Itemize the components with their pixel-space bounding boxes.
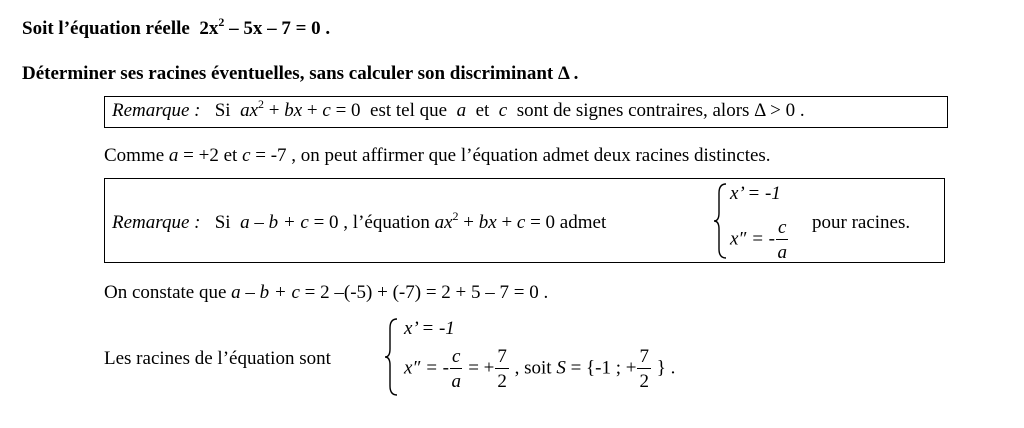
fraction-c-over-a xyxy=(776,218,788,262)
constate-prefix: On constate que xyxy=(104,282,232,303)
eq-end: = 0 xyxy=(330,100,361,121)
root-2 xyxy=(730,218,789,262)
remark-et: et xyxy=(475,100,490,121)
eq-admet: = 0 admet xyxy=(525,212,607,233)
denominator: a xyxy=(777,242,787,263)
eq-plus: + xyxy=(268,100,285,121)
root-1 xyxy=(404,318,455,340)
equation-rest: – 5x – 7 = 0 . xyxy=(224,18,331,39)
eq-plus: + xyxy=(458,212,479,233)
numerator: 7 xyxy=(497,346,507,367)
remark-1-text xyxy=(112,97,805,122)
eq-c: c xyxy=(516,212,526,233)
denominator: a xyxy=(451,371,461,392)
pour-racines: pour racines. xyxy=(812,212,911,233)
root-1 xyxy=(730,183,781,205)
set-open: = {-1 ; + xyxy=(565,357,637,379)
remark-2-text xyxy=(112,209,607,234)
remark-text-mid: est tel que xyxy=(370,100,448,121)
constate-rest: = 2 –(-5) + (-7) = 2 + 5 – 7 = 0 . xyxy=(299,282,549,303)
root-1-text: x’ = -1 xyxy=(404,318,455,339)
fraction-7-over-2-set xyxy=(637,347,651,391)
var-c: c xyxy=(498,100,508,121)
eq-bx: bx xyxy=(284,100,303,121)
remark-si: Si xyxy=(214,100,231,121)
root-1-text: x’ = -1 xyxy=(730,183,781,204)
eq-c: c xyxy=(322,100,331,121)
root-2-lhs: x″ = - xyxy=(730,228,775,250)
exponent: 2 xyxy=(452,209,459,223)
comme-prefix: Comme xyxy=(104,145,169,166)
eq-plus-2: + xyxy=(496,212,517,233)
remark-si: Si xyxy=(214,212,231,233)
var-a: a xyxy=(456,100,467,121)
left-brace-icon xyxy=(712,183,728,259)
denominator: 2 xyxy=(497,371,507,392)
constate-expr: a – b + c xyxy=(231,282,300,303)
racines-prefix: Les racines de l’équation sont xyxy=(104,348,331,369)
constate-line xyxy=(104,282,548,304)
eq-ax: ax xyxy=(240,100,259,121)
set-close: } . xyxy=(651,357,676,379)
eq-bx: bx xyxy=(478,212,497,233)
fraction-7-over-2 xyxy=(495,347,509,391)
var-c: c xyxy=(242,145,251,166)
var-a: a xyxy=(168,145,179,166)
root-2-lhs: x″ = - xyxy=(404,357,449,379)
task-line: Déterminer ses racines éventuelles, sans calculer son discriminant Δ . xyxy=(22,63,579,84)
left-brace-icon xyxy=(383,318,399,396)
eq-plus-2: + xyxy=(302,100,323,121)
a-value: = +2 et xyxy=(178,145,243,166)
condition-end: = 0 , l’équation xyxy=(308,212,435,233)
condition: a – b + c xyxy=(240,212,309,233)
equals-plus: = + xyxy=(463,357,495,379)
fraction-c-over-a xyxy=(450,347,462,391)
exponent: 2 xyxy=(258,97,265,111)
numerator: c xyxy=(778,217,787,238)
remark-text-end: sont de signes contraires, alors Δ > 0 . xyxy=(516,100,805,121)
remark-label: Remarque : xyxy=(112,100,201,121)
remark-label: Remarque : xyxy=(112,212,201,233)
set-symbol: S xyxy=(556,357,566,379)
numerator: c xyxy=(452,346,461,367)
exponent: 2 xyxy=(218,15,225,29)
eq-ax: ax xyxy=(434,212,453,233)
numerator: 7 xyxy=(639,346,649,367)
statement-line xyxy=(22,15,331,40)
comme-line xyxy=(104,145,771,167)
equation-lhs: 2x xyxy=(199,18,219,39)
soit-text: , soit xyxy=(509,357,557,379)
root-2-solution xyxy=(404,347,675,391)
c-value: = -7 , on peut affirmer que l’équation admet deux racines distinctes. xyxy=(250,145,771,166)
denominator: 2 xyxy=(639,371,649,392)
statement-text: Soit l’équation réelle xyxy=(22,18,190,39)
